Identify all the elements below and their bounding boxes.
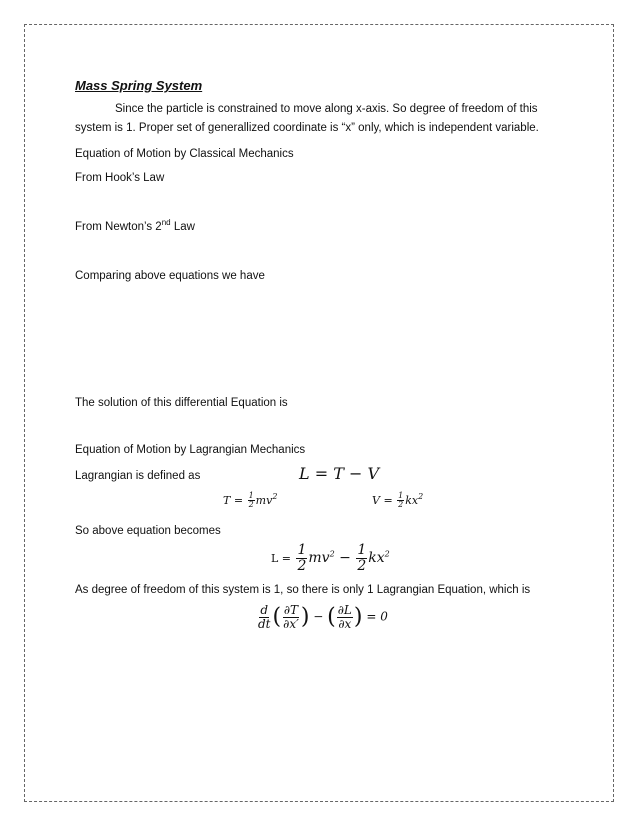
kinetic-fraction [248, 492, 255, 510]
euler-lagrange-minus: − [313, 609, 324, 624]
kinetic-energy-equation [223, 492, 277, 510]
potential-lhs: V = [372, 493, 393, 507]
newtons-law-suffix: Law [170, 221, 195, 233]
paragraph-line-2: system is 1. Proper set of generallized coordinate is “x” only, which is independent variable. [75, 122, 539, 134]
lagrangian-fraction-1 [296, 543, 307, 573]
degree-statement: As degree of freedom of this system is 1, so there is only 1 Lagrangian Equation, which is [75, 584, 531, 596]
comparing-label: Comparing above equations we have [75, 270, 265, 282]
partial-t-fraction [282, 604, 300, 630]
partial-l-den: ∂x [338, 616, 352, 631]
heading-classical-mechanics: Equation of Motion by Classical Mechanics [75, 148, 294, 160]
open-paren-2: ( [327, 604, 336, 630]
time-derivative-den: dt [258, 616, 271, 631]
lagrangian-fraction-2 [356, 543, 367, 573]
potential-fraction-num: 1 [398, 491, 404, 500]
lagrangian-defined-label: Lagrangian is defined as [75, 470, 201, 482]
lagrangian-full-lhs: L = [271, 552, 292, 566]
potential-fraction [397, 492, 404, 510]
lagrangian-fraction-2-den: 2 [357, 557, 367, 574]
lagrangian-power-2: 2 [384, 549, 390, 559]
lagrangian-fraction-1-den: 2 [297, 557, 307, 574]
newtons-law-label [75, 219, 195, 235]
kinetic-lhs: T = [223, 493, 244, 507]
partial-l-fraction [337, 604, 353, 630]
lagrangian-fraction-1-num: 1 [297, 542, 307, 558]
potential-energy-equation [372, 492, 423, 510]
kinetic-fraction-num: 1 [248, 491, 254, 500]
kinetic-rhs: mv [255, 493, 273, 507]
partial-l-num: ∂L [337, 603, 352, 617]
newtons-law-sup: nd [161, 218, 171, 228]
close-paren-1: ) [300, 604, 310, 630]
newtons-law-prefix: From Newton’s 2 [75, 221, 162, 233]
page-title: Mass Spring System [75, 78, 203, 93]
kinetic-power: 2 [272, 492, 278, 502]
lagrangian-term-2: kx [368, 550, 385, 567]
potential-rhs: kx [405, 493, 419, 507]
time-derivative-num: d [260, 603, 269, 617]
becomes-label: So above equation becomes [75, 525, 221, 537]
lagrangian-fraction-2-num: 1 [357, 542, 367, 558]
euler-lagrange-equals: = 0 [366, 609, 388, 624]
lagrangian-full-equation [268, 543, 390, 573]
lagrangian-term-1: mv [308, 550, 330, 567]
lagrangian-power-1: 2 [329, 549, 335, 559]
potential-fraction-den: 2 [398, 500, 404, 510]
page-border [24, 24, 614, 802]
lagrangian-equation: L = T − V [299, 464, 380, 483]
lagrangian-minus: − [339, 550, 351, 567]
potential-power: 2 [418, 492, 424, 502]
solution-label: The solution of this differential Equation is [75, 397, 288, 409]
close-paren-2: ) [353, 604, 363, 630]
paragraph-line-1: Since the particle is constrained to move along x-axis. So degree of freedom of this [115, 103, 538, 115]
hooks-law-label: From Hook’s Law [75, 172, 165, 184]
heading-lagrangian-mechanics: Equation of Motion by Lagrangian Mechanics [75, 444, 306, 456]
kinetic-fraction-den: 2 [248, 500, 254, 510]
time-derivative-fraction [257, 604, 272, 630]
partial-t-den: ∂x′ [283, 616, 299, 631]
open-paren-1: ( [272, 604, 282, 630]
euler-lagrange-equation [256, 604, 388, 630]
partial-t-num: ∂T [283, 603, 299, 617]
